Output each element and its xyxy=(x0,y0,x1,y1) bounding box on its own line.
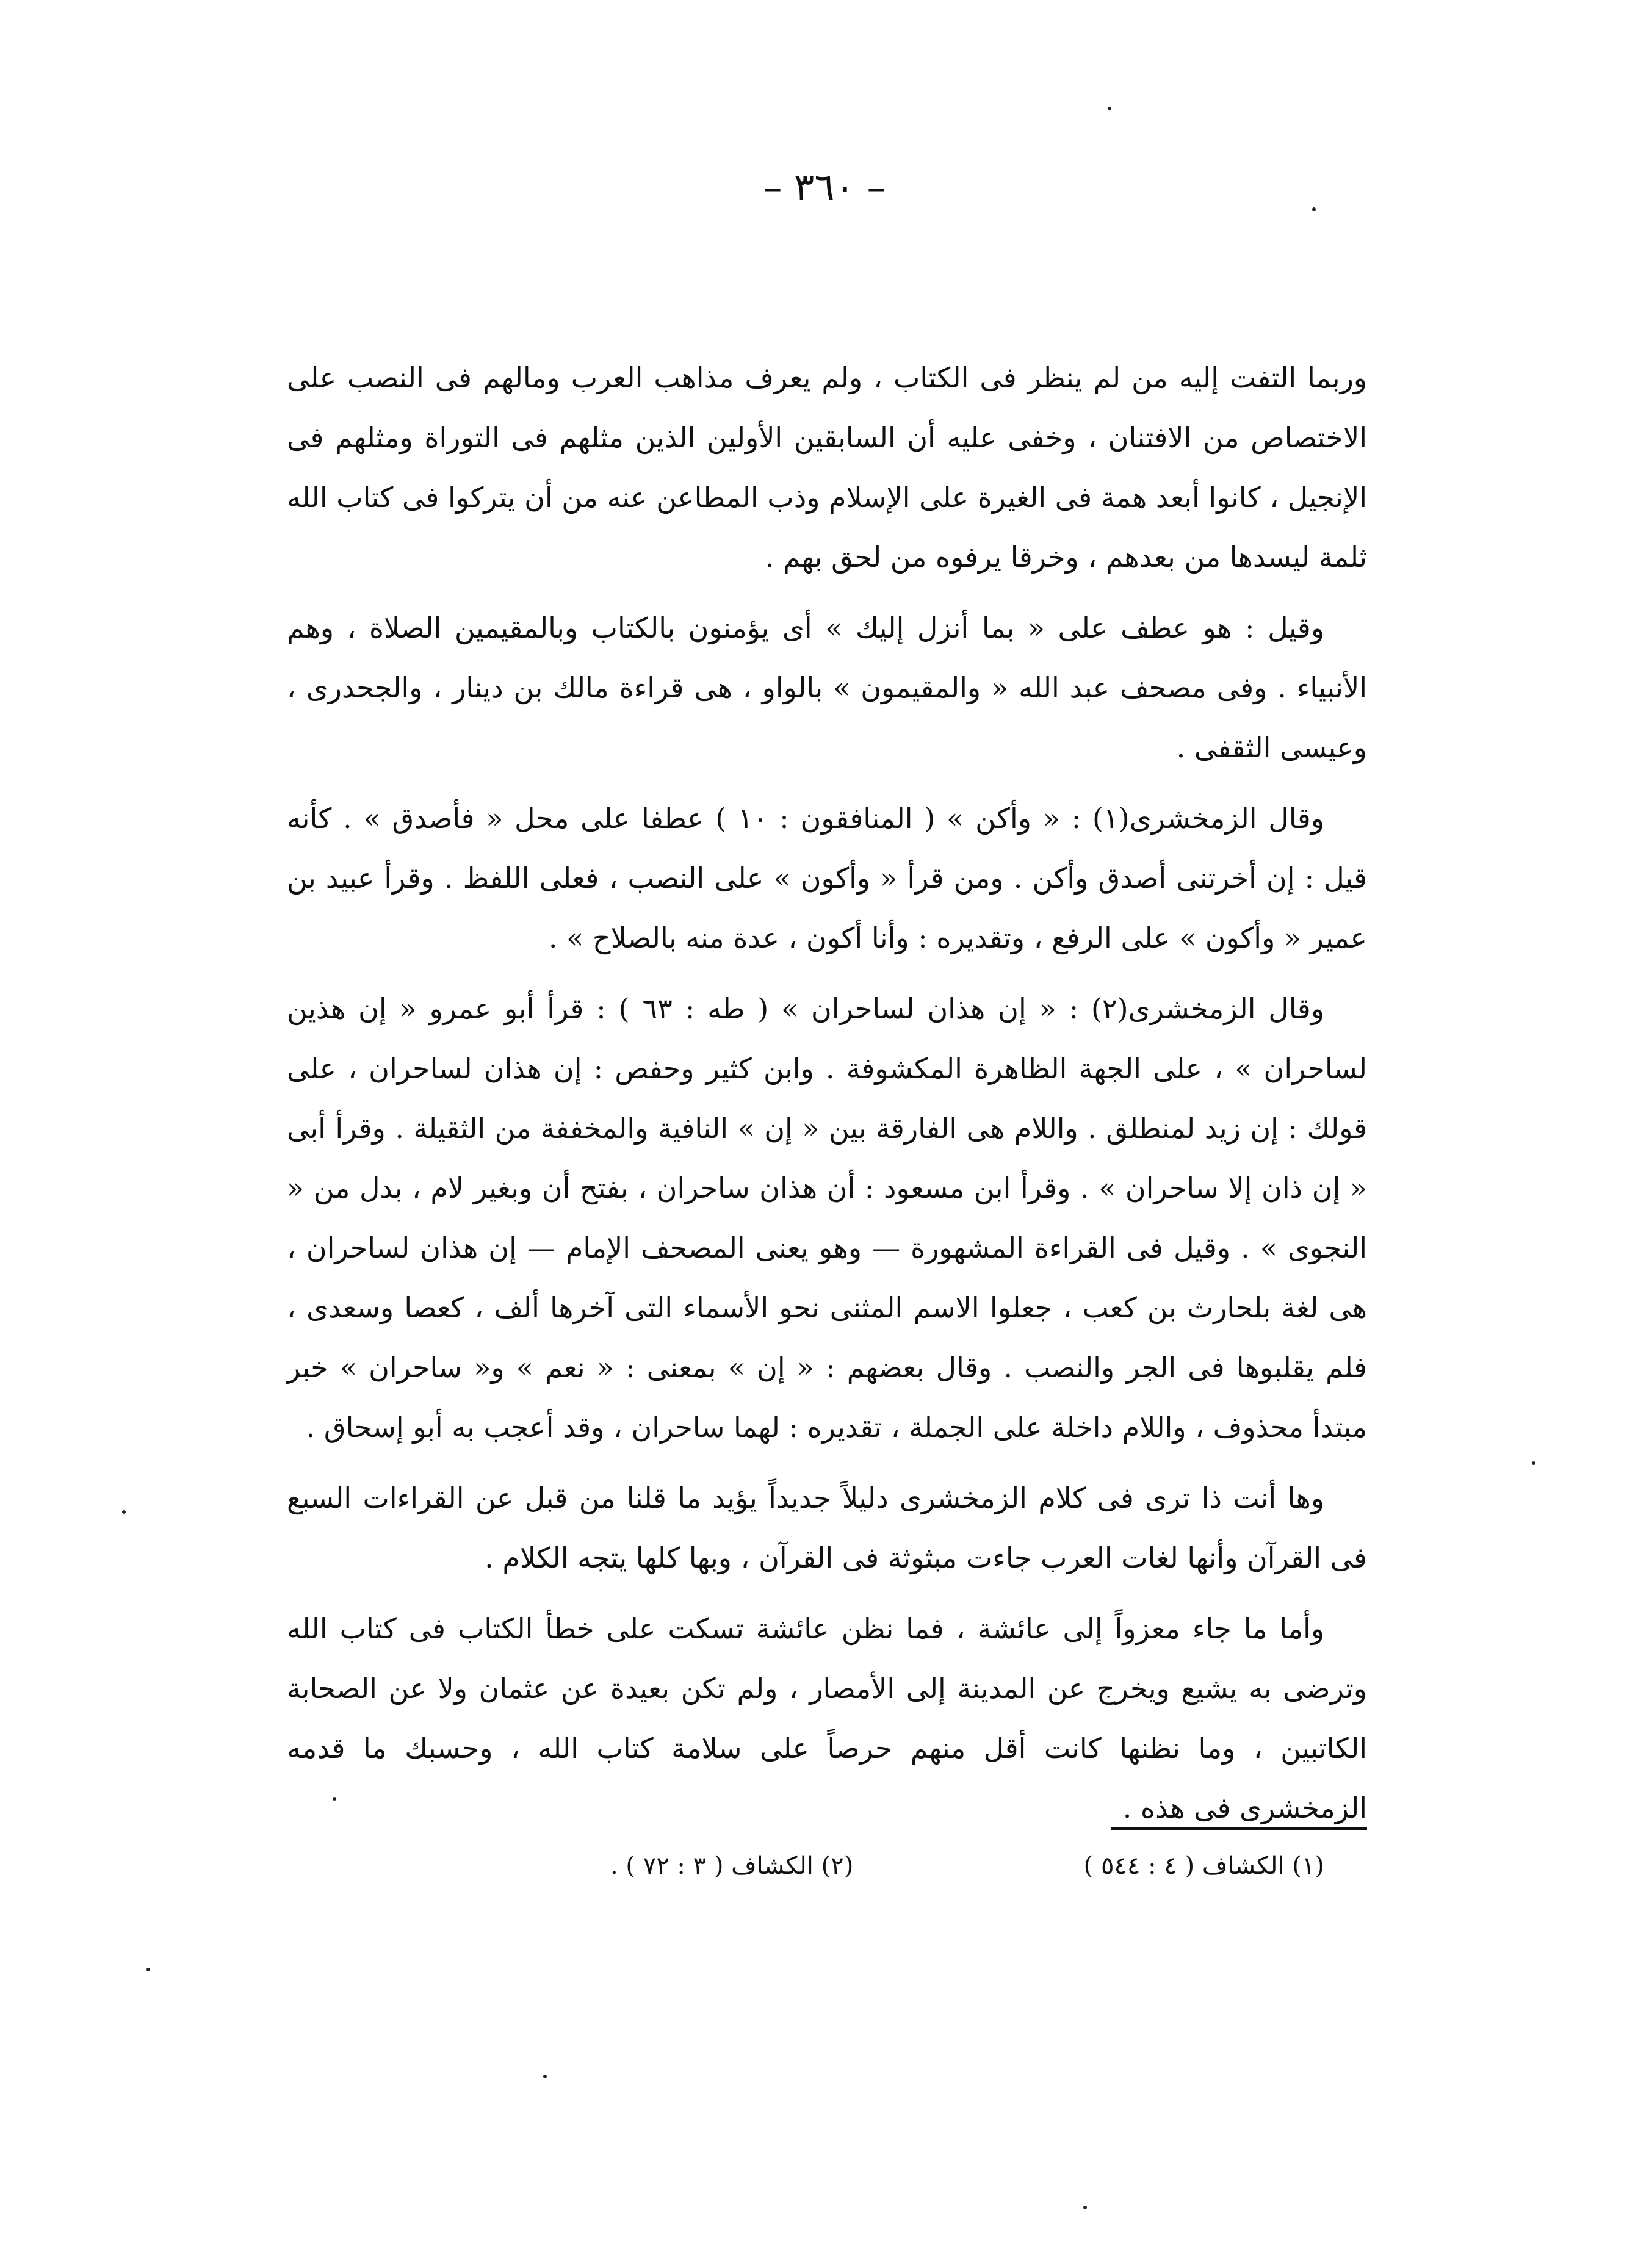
paragraph-1: وربما التفت إليه من لم ينظر فى الكتاب ، ولم يعرف مذاهب العرب ومالهم فى النصب على الاختصاص من الافتنان ، وخفى عليه أن السابقين الأولين الذين مثلهم فى التوراة ومثلهم فى الإنجيل ، كانوا أبعد همة فى الغيرة على الإسلام وذب المطاعن عنه من أن يتركوا فى كتاب الله ثلمة ليسدها من بعدهم ، وخرقا يرفوه من لحق بهم . xyxy=(287,361,1367,574)
paragraph-4: وقال الزمخشرى(٢) : « إن هذان لساحران » ( طه : ٦٣ ) : قرأ أبو عمرو « إن هذين لساحران » ، على الجهة الظاهرة المكشوفة . وابن كثير وحفص : إن هذان لساحران ، على قولك : إن زيد لمنطلق . واللام هى الفارقة بين « إن » النافية والمخففة من الثقيلة . وقرأ أبى « إن ذان إلا ساحران » . وقرأ ابن مسعود : أن هذان ساحران ، بفتح أن وبغير لام ، بدل من « النجوى » . وقيل فى القراءة المشهورة — وهو يعنى المصحف الإمام — إن هذان لساحران ، هى لغة بلحارث بن كعب ، جعلوا الاسم المثنى نحو الأسماء التى آخرها ألف ، كعصا وسعدى ، فلم يقلبوها فى الجر والنصب . وقال بعضهم : « إن » بمعنى : « نعم » و« ساحران » خبر مبتدأ محذوف ، واللام داخلة على الجملة ، تقديره : لهما ساحران ، وقد أعجب به أبو إسحاق . xyxy=(287,992,1367,1444)
footnotes xyxy=(610,1852,1324,1880)
paragraph-2: وقيل : هو عطف على « بما أنزل إليك » أى يؤمنون بالكتاب وبالمقيمين الصلاة ، وهم الأنبياء . وفى مصحف عبد الله « والمقيمون » بالواو ، هى قراءة مالك بن دينار ، والجحدرى ، وعيسى الثقفى . xyxy=(287,611,1367,764)
footnote-1: (١) الكشاف ( ٤ : ٥٤٤ ) xyxy=(1083,1852,1324,1880)
scan-speck xyxy=(1312,207,1316,211)
footnote-2: (٢) الكشاف ( ٣ : ٧٢ ) . xyxy=(610,1852,854,1880)
scan-speck xyxy=(1108,107,1111,110)
paragraph-3: وقال الزمخشرى(١) : « وأكن » ( المنافقون : ١٠ ) عطفا على محل « فأصدق » . كأنه قيل : إن أخرتنى أصدق وأكن . ومن قرأ « وأكون » على النصب ، فعلى اللفظ . وقرأ عبيد بن عمير « وأكون » على الرفع ، وتقديره : وأنا أكون ، عدة منه بالصلاح » . xyxy=(287,802,1367,954)
footnote-divider xyxy=(1111,1827,1367,1830)
scan-speck xyxy=(543,2075,547,2078)
page-number: – ٣٦٠ – xyxy=(763,165,886,209)
scan-speck xyxy=(1083,2206,1087,2209)
main-text xyxy=(287,348,1367,1849)
scan-speck xyxy=(333,1797,336,1801)
paragraph-6: وأما ما جاء معزواً إلى عائشة ، فما نظن عائشة تسكت على خطأ الكتاب فى كتاب الله وترضى به يشيع ويخرج عن المدينة إلى الأمصار ، ولم تكن بعيدة عن عثمان ولا عن الصحابة الكاتبين ، وما نظنها كانت أقل منهم حرصاً على سلامة كتاب الله ، وحسبك ما قدمه الزمخشرى فى هذه . xyxy=(287,1612,1367,1824)
scan-speck xyxy=(122,1510,126,1514)
scan-speck xyxy=(146,1968,150,1971)
paragraph-5: وها أنت ذا ترى فى كلام الزمخشرى دليلاً جديداً يؤيد ما قلنا من قبل عن القراءات السبع فى القرآن وأنها لغات العرب جاءت مبثوثة فى القرآن ، وبها كلها يتجه الكلام . xyxy=(287,1481,1367,1574)
scan-speck xyxy=(1532,1461,1535,1465)
